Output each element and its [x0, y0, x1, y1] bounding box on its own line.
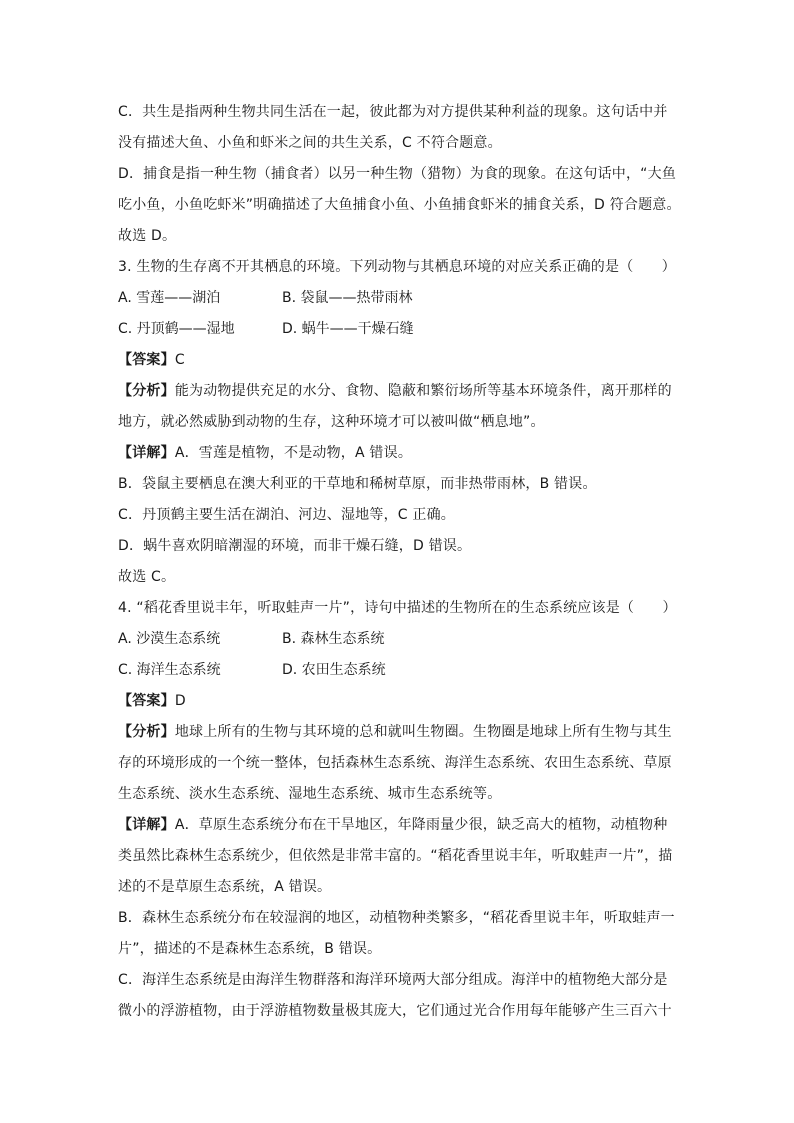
- q4-answer: [118, 691, 678, 711]
- q4-option-a: A. 沙漠生态系统: [118, 631, 221, 647]
- q3-option-c: C. 丹顶鹤——湿地: [118, 321, 235, 337]
- analysis-text: 地球上所有的生物与其环境的总和就叫生物圈。生物圈是地球上所有生物与其生: [174, 724, 672, 740]
- question-4-stem: 4. “稻花香里说丰年，听取蛙声一片”，诗句中描述的生物所在的生态系统应该是（ ）: [118, 600, 677, 616]
- q4-option-b: B. 森林生态系统: [282, 631, 385, 647]
- detail-text: A．雪莲是植物，不是动物，A 错误。: [174, 445, 413, 461]
- q4-analysis-line: [118, 722, 678, 742]
- q3-option-d: D. 蜗牛——干燥石缝: [282, 321, 414, 337]
- text-line: C．海洋生态系统是由海洋生物群落和海洋环境两大部分组成。海洋中的植物绝大部分是: [118, 972, 668, 988]
- q4-option-c: C. 海洋生态系统: [118, 662, 221, 678]
- answer-value: D: [174, 693, 186, 709]
- text-line: D．蜗牛喜欢阴暗潮湿的环境，而非干燥石缝，D 错误。: [118, 538, 472, 554]
- text-line: 述的不是草原生态系统，A 错误。: [118, 879, 332, 895]
- q3-analysis-line: [118, 381, 678, 401]
- text-line: 没有描述大鱼、小鱼和虾米之间的共生关系，C 不符合题意。: [118, 135, 502, 151]
- text-line: 生态系统、淡水生态系统、湿地生态系统、城市生态系统等。: [118, 786, 502, 802]
- text-line: 片”，描述的不是森林生态系统，B 错误。: [118, 941, 382, 957]
- text-line: 微小的浮游植物，由于浮游植物数量极其庞大，它们通过光合作用每年能够产生三百六十: [118, 1003, 672, 1019]
- text-line: B．森林生态系统分布在较湿润的地区，动植物种类繁多，“稻花香里说丰年，听取蛙声一: [118, 910, 675, 926]
- q3-option-a: A. 雪莲——湖泊: [118, 290, 221, 306]
- text-line: 存的环境形成的一个统一整体，包括森林生态系统、海洋生态系统、农田生态系统、草原: [118, 755, 672, 771]
- text-line: 吃小鱼，小鱼吃虾米”明确描述了大鱼捕食小鱼、小鱼捕食虾米的捕食关系，D 符合题意。: [118, 197, 681, 213]
- text-line: 地方，就必然威胁到动物的生存，这种环境才可以被叫做“栖息地”。: [118, 414, 545, 430]
- text-line: D．捕食是指一种生物（捕食者）以另一种生物（猎物）为食的现象。在这句话中，“大鱼: [118, 166, 677, 182]
- answer-value: C: [174, 352, 185, 368]
- text-line: 类虽然比森林生态系统少，但依然是非常丰富的。“稻花香里说丰年，听取蛙声一片”，描: [118, 848, 673, 864]
- q4-detail-line: [118, 815, 678, 835]
- q3-option-b: B. 袋鼠——热带雨林: [282, 290, 413, 306]
- text-line: 故选 D。: [118, 228, 177, 244]
- question-3-stem: 3. 生物的生存离不开其栖息的环境。下列动物与其栖息环境的对应关系正确的是（ ）: [118, 259, 677, 275]
- analysis-tag: 【分析】: [118, 383, 175, 399]
- answer-tag: 【答案】: [118, 693, 175, 709]
- analysis-tag: 【分析】: [118, 724, 175, 740]
- answer-tag: 【答案】: [118, 352, 175, 368]
- q3-detail-line: [118, 443, 678, 463]
- text-line: C．共生是指两种生物共同生活在一起，彼此都为对方提供某种利益的现象。这句话中并: [118, 104, 668, 120]
- text-line: 故选 C。: [118, 569, 176, 585]
- q4-option-d: D. 农田生态系统: [282, 662, 386, 678]
- text-line: C．丹顶鹤主要生活在湖泊、河边、湿地等，C 正确。: [118, 507, 455, 523]
- detail-tag: 【详解】: [118, 445, 175, 461]
- detail-text: A．草原生态系统分布在干旱地区，年降雨量少很，缺乏高大的植物，动植物种: [174, 817, 668, 833]
- analysis-text: 能为动物提供充足的水分、食物、隐蔽和繁衍场所等基本环境条件，离开那样的: [174, 383, 672, 399]
- text-line: B．袋鼠主要栖息在澳大利亚的干草地和稀树草原，而非热带雨林，B 错误。: [118, 476, 597, 492]
- q3-answer: [118, 350, 678, 370]
- detail-tag: 【详解】: [118, 817, 175, 833]
